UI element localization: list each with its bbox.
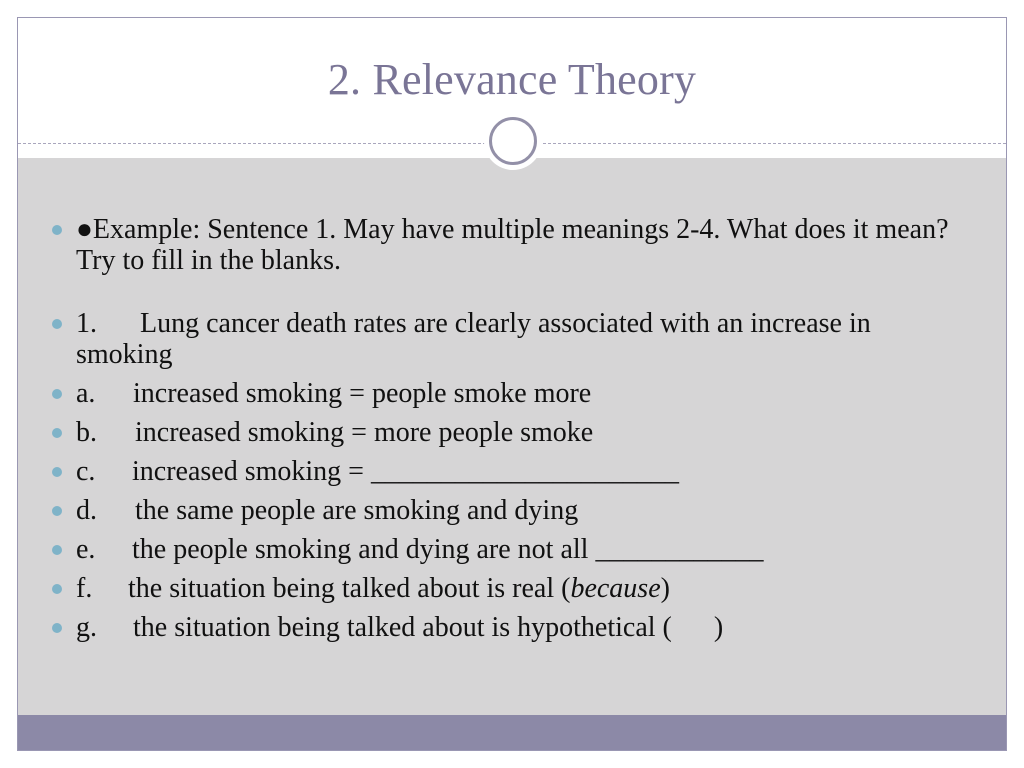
bullet-marker: ● — [76, 214, 93, 245]
item-text-italic: because — [570, 573, 661, 604]
bullet-icon — [52, 319, 62, 329]
bullet-item-example — [48, 214, 958, 276]
bullet-icon — [52, 389, 62, 399]
bullet-icon — [52, 467, 62, 477]
bullet-item-f — [48, 573, 958, 604]
item-label: c. — [76, 456, 96, 487]
item-text: the situation being talked about is hypothetical ( ) — [133, 612, 724, 643]
bullet-icon — [52, 428, 62, 438]
item-text: the people smoking and dying are not all ____________ — [132, 534, 764, 565]
bullet-icon — [52, 623, 62, 633]
bullet-item-a — [48, 378, 958, 409]
footer-bar — [18, 715, 1006, 750]
bullet-item-c — [48, 456, 958, 487]
bullet-item-g — [48, 612, 958, 643]
item-label: f. — [76, 573, 93, 604]
bullet-icon — [52, 506, 62, 516]
item-label: e. — [76, 534, 96, 565]
item-label: d. — [76, 495, 97, 526]
bullet-icon — [52, 584, 62, 594]
item-text: the situation being talked about is real ( — [128, 573, 571, 604]
bullet-icon — [52, 225, 62, 235]
item-label: g. — [76, 612, 97, 643]
item-label: 1. — [76, 308, 97, 339]
item-text: Lung cancer death rates are clearly associated with an increase in smoking — [76, 308, 871, 370]
bullet-item-1 — [48, 308, 958, 370]
bullet-item-d — [48, 495, 958, 526]
item-text: increased smoking = more people smoke — [135, 417, 594, 448]
item-text: increased smoking = ______________________ — [132, 456, 679, 487]
bullet-item-e — [48, 534, 958, 565]
slide-title: 2. Relevance Theory — [327, 55, 697, 104]
item-text: increased smoking = people smoke more — [133, 378, 592, 409]
item-label: a. — [76, 378, 96, 409]
bullet-item-b — [48, 417, 958, 448]
bullet-icon — [52, 545, 62, 555]
divider-circle-icon — [489, 117, 537, 165]
bullet-list — [48, 214, 958, 651]
bullet-text: Example: Sentence 1. May have multiple meanings 2-4. What does it mean? Try to fill in the blanks. — [76, 214, 949, 276]
item-text-end: ) — [660, 573, 670, 604]
item-text: the same people are smoking and dying — [135, 495, 579, 526]
item-label: b. — [76, 417, 97, 448]
slide — [17, 17, 1007, 751]
